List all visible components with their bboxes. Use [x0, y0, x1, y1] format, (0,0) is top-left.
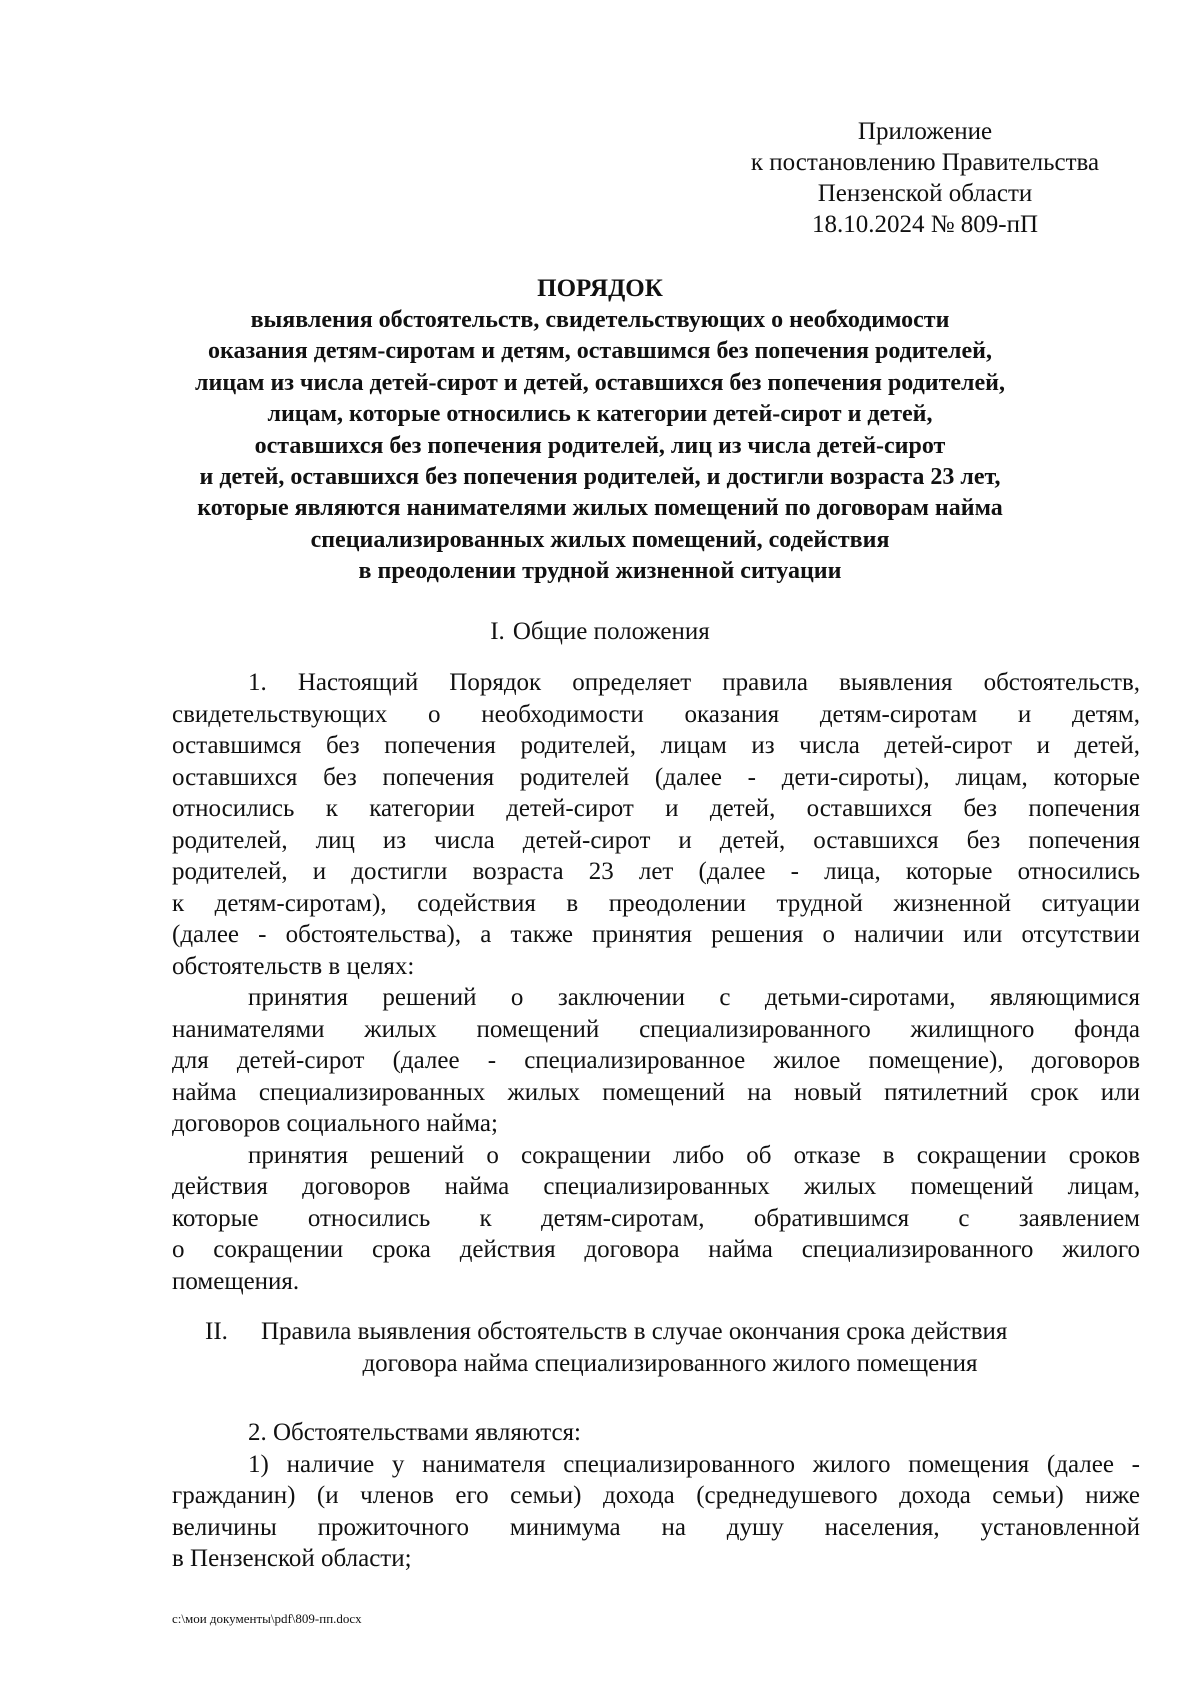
text-line: родителей, лиц из числа детей-сирот и детей, оставшихся без попечения: [172, 826, 1140, 854]
paragraph: [172, 1449, 1140, 1575]
text-line: договоров социального найма;: [172, 1110, 498, 1137]
text-line: к детям-сиротам), содействия в преодолении трудной жизненной ситуации: [172, 889, 1140, 917]
section-number: I.: [490, 618, 505, 645]
text-line: для детей-сирот (далее - специализированное жилое помещение), договоров: [172, 1047, 1140, 1074]
text-line: обстоятельств в целях:: [172, 952, 415, 980]
section-heading-line: договора найма специализированного жилого помещения: [362, 1350, 978, 1377]
approval-date-number: 18.10.2024 № 809-пП: [811, 211, 1039, 238]
section-title: Общие положения: [512, 618, 710, 645]
approval-line: Пензенской области: [817, 180, 1033, 207]
text-line: помещения.: [172, 1267, 300, 1295]
text-line: свидетельствующих о необходимости оказания детям-сиротам и детям,: [172, 700, 1140, 728]
subtitle-line: специализированных жилых помещений, содействия: [310, 526, 890, 553]
subtitle-line: в преодолении трудной жизненной ситуации: [358, 558, 842, 585]
approval-block: [700, 116, 1150, 240]
section-title: Правила выявления обстоятельств в случае окончания срока действия: [261, 1318, 1008, 1345]
text-line: оставшимся без попечения родителей, лицам из числа детей-сирот и детей,: [172, 732, 1140, 759]
text-line: действия договоров найма специализированных жилых помещений лицам,: [172, 1173, 1140, 1200]
section-number: II.: [205, 1318, 228, 1345]
section-body: [172, 667, 1140, 1297]
paragraph: [172, 982, 1140, 1140]
text-line: гражданин) (и членов его семьи) дохода (среднедушевого дохода семьи) ниже: [172, 1482, 1140, 1509]
text-line: 1. Настоящий Порядок определяет правила выявления обстоятельств,: [248, 669, 1140, 696]
footer-file-path: c:\мои документы\pdf\809-пп.docx: [172, 1611, 362, 1626]
paragraph: [172, 667, 1140, 982]
text-line: 1) наличие у нанимателя специализированного жилого помещения (далее -: [248, 1450, 1140, 1478]
subtitle-line: выявления обстоятельств, свидетельствующих о необходимости: [250, 307, 950, 333]
text-line: родителей, и достигли возраста 23 лет (далее - лица, которые относились: [172, 858, 1140, 885]
paragraph: [172, 1140, 1140, 1298]
text-line: принятия решений о заключении с детьми-сиротами, являющимися: [248, 984, 1140, 1011]
text-line: 2. Обстоятельствами являются:: [248, 1419, 581, 1446]
text-line: оставшихся без попечения родителей (далее - дети-сироты), лицам, которые: [172, 763, 1140, 791]
section-heading-line: [205, 1316, 1135, 1348]
subtitle-line: которые являются нанимателями жилых помещений по договорам найма: [197, 495, 1003, 522]
approval-line: Приложение: [857, 118, 993, 145]
text-line: которые относились к детям-сиротам, обратившимся с заявлением: [172, 1204, 1140, 1232]
paragraph: [172, 1417, 1140, 1449]
text-line: принятия решений о сокращении либо об отказе в сокращении сроков: [248, 1141, 1140, 1169]
section-heading-rules: [205, 1316, 1135, 1380]
text-line: найма специализированных жилых помещений на новый пятилетний срок или: [172, 1078, 1140, 1106]
text-line: величины прожиточного минимума на душу населения, установленной: [172, 1513, 1140, 1541]
text-line: (далее - обстоятельства), а также принятия решения о наличии или отсутствии: [172, 921, 1140, 948]
approval-line: к постановлению Правительства: [750, 149, 1100, 176]
section-heading-general-provisions: [90, 616, 1110, 648]
subtitle-line: оказания детям-сиротам и детям, оставшимся без попечения родителей,: [207, 338, 992, 365]
document-title: ПОРЯДОК: [537, 275, 663, 302]
subtitle-line: и детей, оставшихся без попечения родителей, и достигли возраста 23 лет,: [199, 464, 1001, 491]
text-line: нанимателями жилых помещений специализированного жилищного фонда: [172, 1015, 1140, 1043]
text-line: относились к категории детей-сирот и детей, оставшихся без попечения: [172, 795, 1140, 822]
subtitle-line: оставшихся без попечения родителей, лиц из числа детей-сирот: [254, 432, 946, 459]
text-line: о сокращении срока действия договора найма специализированного жилого: [172, 1236, 1140, 1263]
subtitle-line: лицам из числа детей-сирот и детей, оставшихся без попечения родителей,: [195, 369, 1005, 396]
document-subtitle: [90, 305, 1110, 588]
section-body: [172, 1417, 1140, 1575]
subtitle-line: лицам, которые относились к категории детей-сирот и детей,: [267, 401, 933, 428]
text-line: в Пензенской области;: [172, 1545, 412, 1572]
